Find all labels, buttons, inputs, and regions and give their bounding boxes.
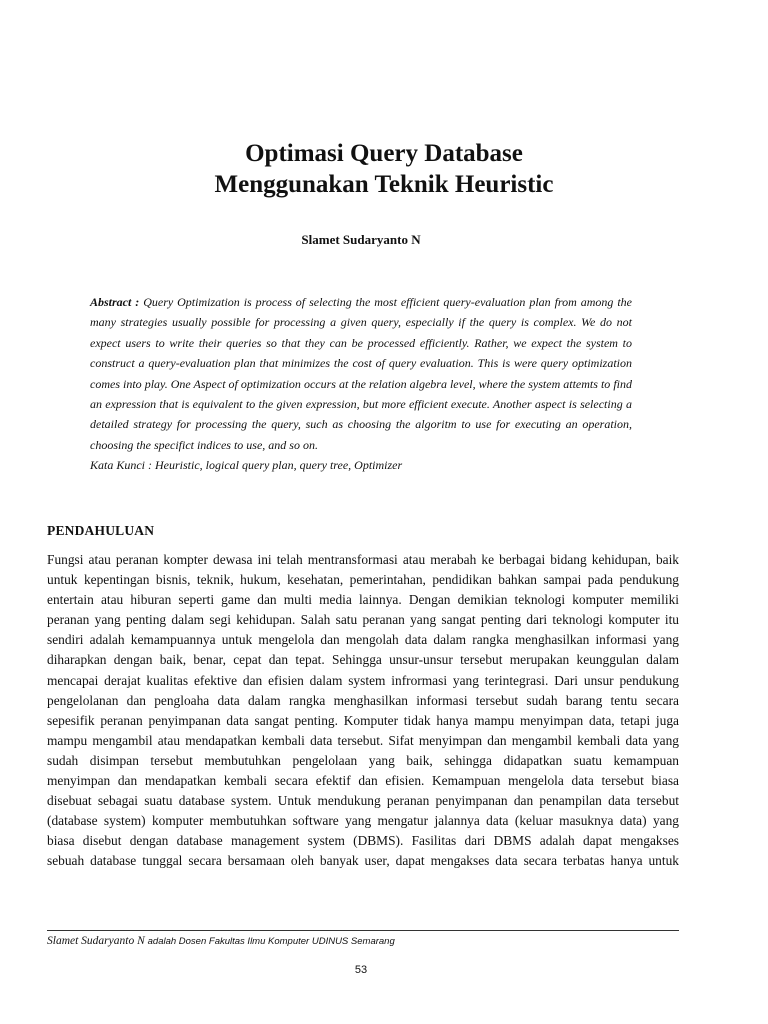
abstract bbox=[90, 292, 632, 476]
body-line: sepesifik peranan penyimpanan data sangat penting. Komputer tidak hanya mampu menyimpan data, tetapi juga bbox=[47, 712, 679, 728]
paper-title bbox=[0, 138, 768, 200]
abstract-text: Query Optimization is process of selecting the most efficient query-evaluation plan from among the many strategies usually possible for processing a given query, especially if the query is complex. We do not expect users to write their queries so that they can be processed efficiently. Rather, we expect the system to construct a query-evaluation plan that minimizes the cost of query evaluation. This is were query optimization comes into play. One Aspect of optimization occurs at the relation algebra level, where the system attemts to find an expression that is equivalent to the given expression, but more efficient execute. Another aspect is selecting a detailed strategy for processing the query, such as choosing the algoritm to use for executing an operation, choosing the specifict indices to use, and so on. bbox=[90, 295, 632, 452]
body-line: biasa disebut dengan database management system (DBMS). Fasilitas dari DBMS adalah dapat mengakses bbox=[47, 833, 679, 849]
body-line: mampu mengambil atau mendapatkan kembali data tersebut. Sifat menyimpan dan mengambil kembali data yang bbox=[47, 732, 679, 748]
keywords: Kata Kunci : Heuristic, logical query plan, query tree, Optimizer bbox=[90, 458, 403, 473]
footnote-author: Slamet Sudaryanto N bbox=[47, 935, 145, 947]
body-line: mencapai derajat kualitas efektive dan efisien dalam system infrormasi yang terintegrasi. Dari unsur pendukung bbox=[47, 672, 679, 688]
title-line-2: Menggunakan Teknik Heuristic bbox=[214, 171, 554, 198]
body-line: pengelolanan dan pengloaha data dalam rangka menghasilkan informasi tersebut sudah barang tentu secara bbox=[47, 692, 679, 708]
body-line: Fungsi atau peranan kompter dewasa ini telah mentransformasi atau merabah ke berbagai bidang kehidupan, baik bbox=[47, 552, 679, 567]
body-line: sendiri adalah kemampuannya untuk mengelola dan mengolah data dalam rangka menghasilkan informasi yang bbox=[47, 632, 679, 648]
body-line: peranan yang penting dalam segi kehidupan. Salah satu peranan yang sangat penting dari teknologi komputer itu bbox=[47, 612, 679, 628]
body-line: sudah disimpan tersebut membutuhkan pengelolaan yang baik, sehingga didapatkan suatu kemampuan bbox=[47, 752, 679, 768]
body-line: untuk kepentingan bisnis, teknik, hukum, kesehatan, pemerintahan, pendidikan bahkan sampai pada pendukung bbox=[47, 572, 679, 588]
body-line: disebuat sebagai suatu database system. Untuk mendukung peranan penyimpanan dan penampilan data tersebut bbox=[47, 793, 679, 809]
body-line: sebuah database tunggal secara bersamaan oleh banyak user, dapat mengakses data secara terbatas hanya untuk bbox=[47, 853, 679, 869]
author-name: Slamet Sudaryanto N bbox=[301, 232, 421, 247]
footnote-divider bbox=[47, 930, 679, 931]
abstract-label: Abstract : bbox=[90, 295, 140, 309]
body-line: entertain atau hiburan seperti game dan multi media lainnya. Dengan demikian teknologi komputer memiliki bbox=[47, 592, 679, 608]
section-heading: PENDAHULUAN bbox=[47, 523, 155, 538]
page-number: 53 bbox=[354, 964, 368, 976]
footnote bbox=[47, 935, 395, 947]
title-line-1: Optimasi Query Database bbox=[245, 140, 523, 167]
body-line: diharapkan dengan baik, benar, cepat dan tepat. Sehingga unsur-unsur tersebut merupakan keunggulan dalam bbox=[47, 652, 679, 668]
body-line: (database system) komputer membutuhkan software yang mengatur jalannya data (keluar masuknya data) yang bbox=[47, 813, 679, 829]
body-text bbox=[47, 550, 679, 872]
body-line: menyimpan dan mendapatkan kembali secara efektif dan efisien. Kemampuan mengelola data tersebut biasa bbox=[47, 773, 679, 789]
footnote-affiliation: adalah Dosen Fakultas Ilmu Komputer UDINUS Semarang bbox=[147, 936, 395, 947]
